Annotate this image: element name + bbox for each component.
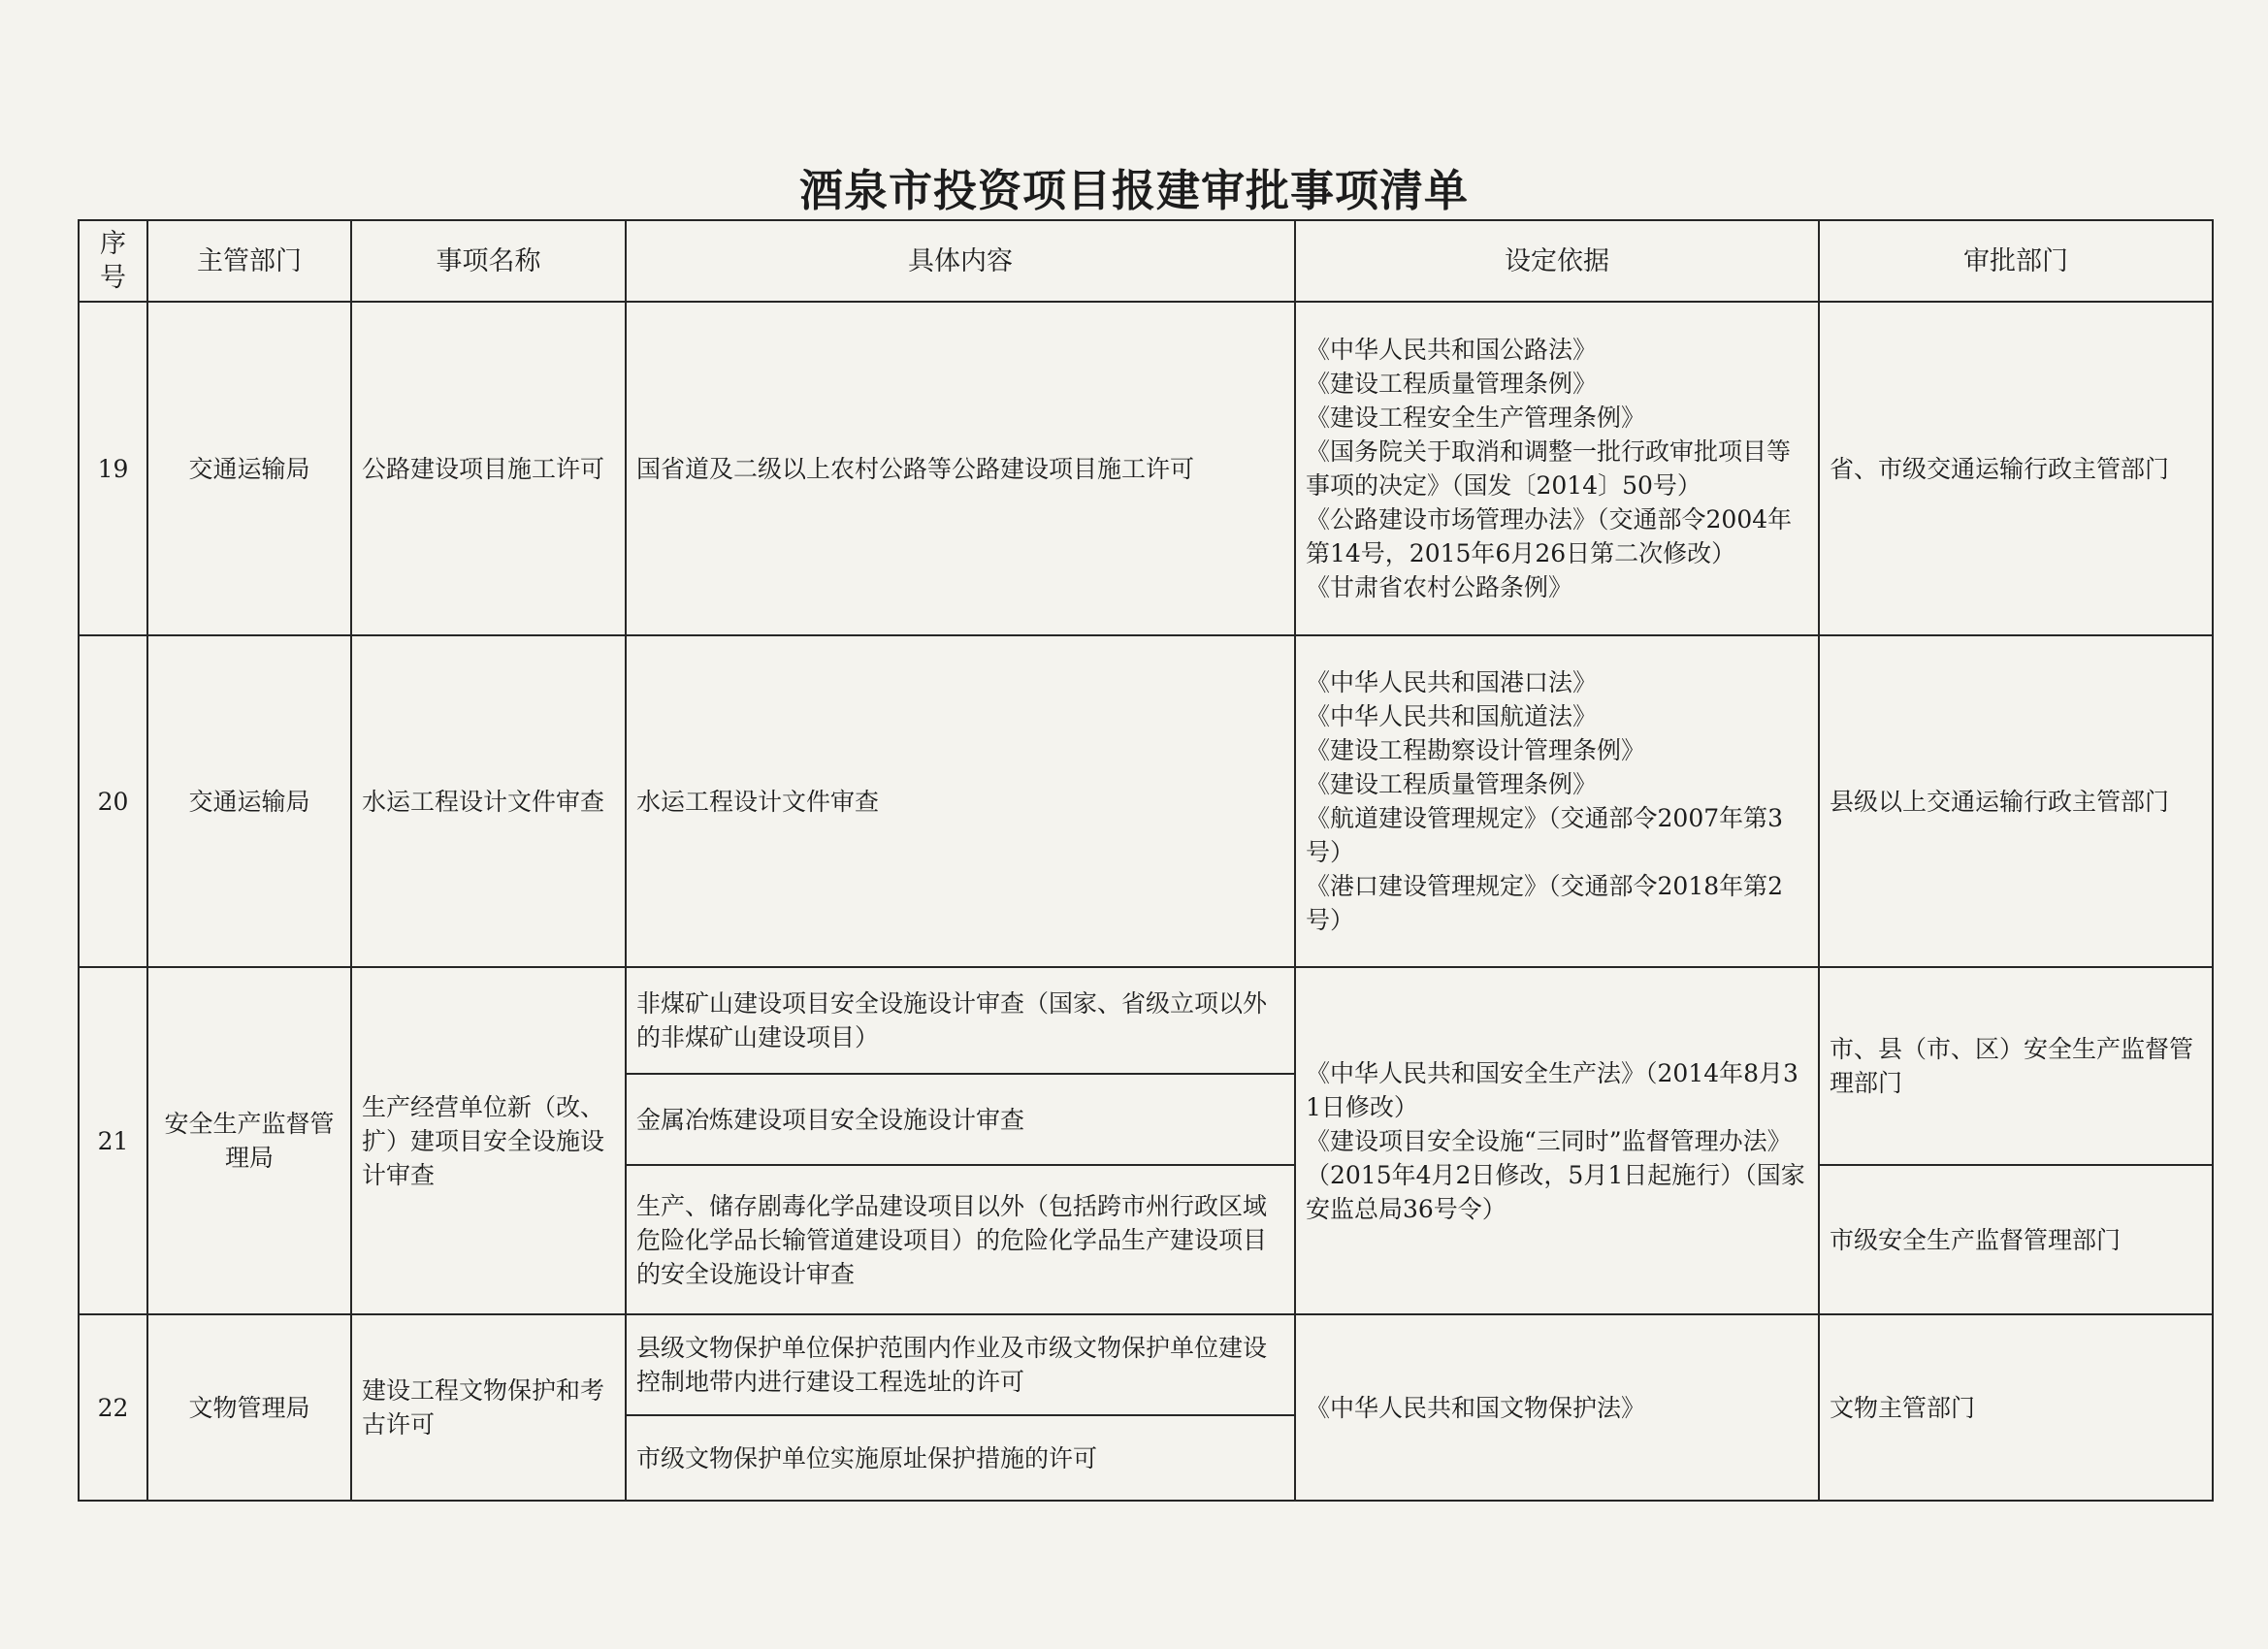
header-item: 事项名称: [351, 220, 626, 302]
row-item-name: 公路建设项目施工许可: [351, 302, 626, 635]
row-item-name: 建设工程文物保护和考古许可: [351, 1314, 626, 1501]
row-number: 22: [79, 1314, 147, 1501]
row-content: 市级文物保护单位实施原址保护措施的许可: [626, 1415, 1295, 1501]
header-basis: 设定依据: [1295, 220, 1819, 302]
row-department: 交通运输局: [147, 635, 351, 967]
row-number: 20: [79, 635, 147, 967]
header-approval: 审批部门: [1819, 220, 2213, 302]
row-department: 安全生产监督管理局: [147, 967, 351, 1314]
row-approval-dept: 县级以上交通运输行政主管部门: [1819, 635, 2213, 967]
row-basis: 《中华人民共和国文物保护法》: [1295, 1314, 1819, 1501]
table-row: [79, 1314, 2213, 1415]
table-row: [79, 302, 2213, 635]
row-item-name: 水运工程设计文件审查: [351, 635, 626, 967]
row-item-name: 生产经营单位新（改、扩）建项目安全设施设计审查: [351, 967, 626, 1314]
header-dept: 主管部门: [147, 220, 351, 302]
row-number: 19: [79, 302, 147, 635]
table-row: [79, 967, 2213, 1074]
table-header-row: [79, 220, 2213, 302]
row-content: 生产、储存剧毒化学品建设项目以外（包括跨市州行政区域危险化学品长输管道建设项目）的危险化学品生产建设项目的安全设施设计审查: [626, 1165, 1295, 1314]
approval-items-table: [78, 219, 2214, 1502]
document-title: 酒泉市投资项目报建审批事项清单: [798, 165, 1469, 216]
row-content: 县级文物保护单位保护范围内作业及市级文物保护单位建设控制地带内进行建设工程选址的许可: [626, 1314, 1295, 1415]
table-row: [79, 635, 2213, 967]
row-number: 21: [79, 967, 147, 1314]
row-basis: 《中华人民共和国安全生产法》（2014年8月31日修改） 《建设项目安全设施“三同时”监督管理办法》（2015年4月2日修改，5月1日起施行）（国家安监总局36号令）: [1295, 967, 1819, 1314]
row-content: 金属冶炼建设项目安全设施设计审查: [626, 1074, 1295, 1165]
row-content: 水运工程设计文件审查: [626, 635, 1295, 967]
row-approval-dept: 市、县（市、区）安全生产监督管理部门: [1819, 967, 2213, 1165]
row-basis: 《中华人民共和国公路法》 《建设工程质量管理条例》 《建设工程安全生产管理条例》 《国务院关于取消和调整一批行政审批项目等事项的决定》（国发〔2014〕50号） 《公路建设市场管理办法》（交通部令2004年第14号，2015年6月26日第二次修改） 《甘肃省农村公路条例》: [1295, 302, 1819, 635]
header-no: 序号: [79, 220, 147, 302]
row-department: 交通运输局: [147, 302, 351, 635]
header-content: 具体内容: [626, 220, 1295, 302]
row-content: 国省道及二级以上农村公路等公路建设项目施工许可: [626, 302, 1295, 635]
row-approval-dept: 市级安全生产监督管理部门: [1819, 1165, 2213, 1314]
row-department: 文物管理局: [147, 1314, 351, 1501]
row-basis: 《中华人民共和国港口法》 《中华人民共和国航道法》 《建设工程勘察设计管理条例》 《建设工程质量管理条例》 《航道建设管理规定》（交通部令2007年第3号） 《港口建设管理规定》（交通部令2018年第2号）: [1295, 635, 1819, 967]
row-content: 非煤矿山建设项目安全设施设计审查（国家、省级立项以外的非煤矿山建设项目）: [626, 967, 1295, 1074]
row-approval-dept: 文物主管部门: [1819, 1314, 2213, 1501]
row-approval-dept: 省、市级交通运输行政主管部门: [1819, 302, 2213, 635]
